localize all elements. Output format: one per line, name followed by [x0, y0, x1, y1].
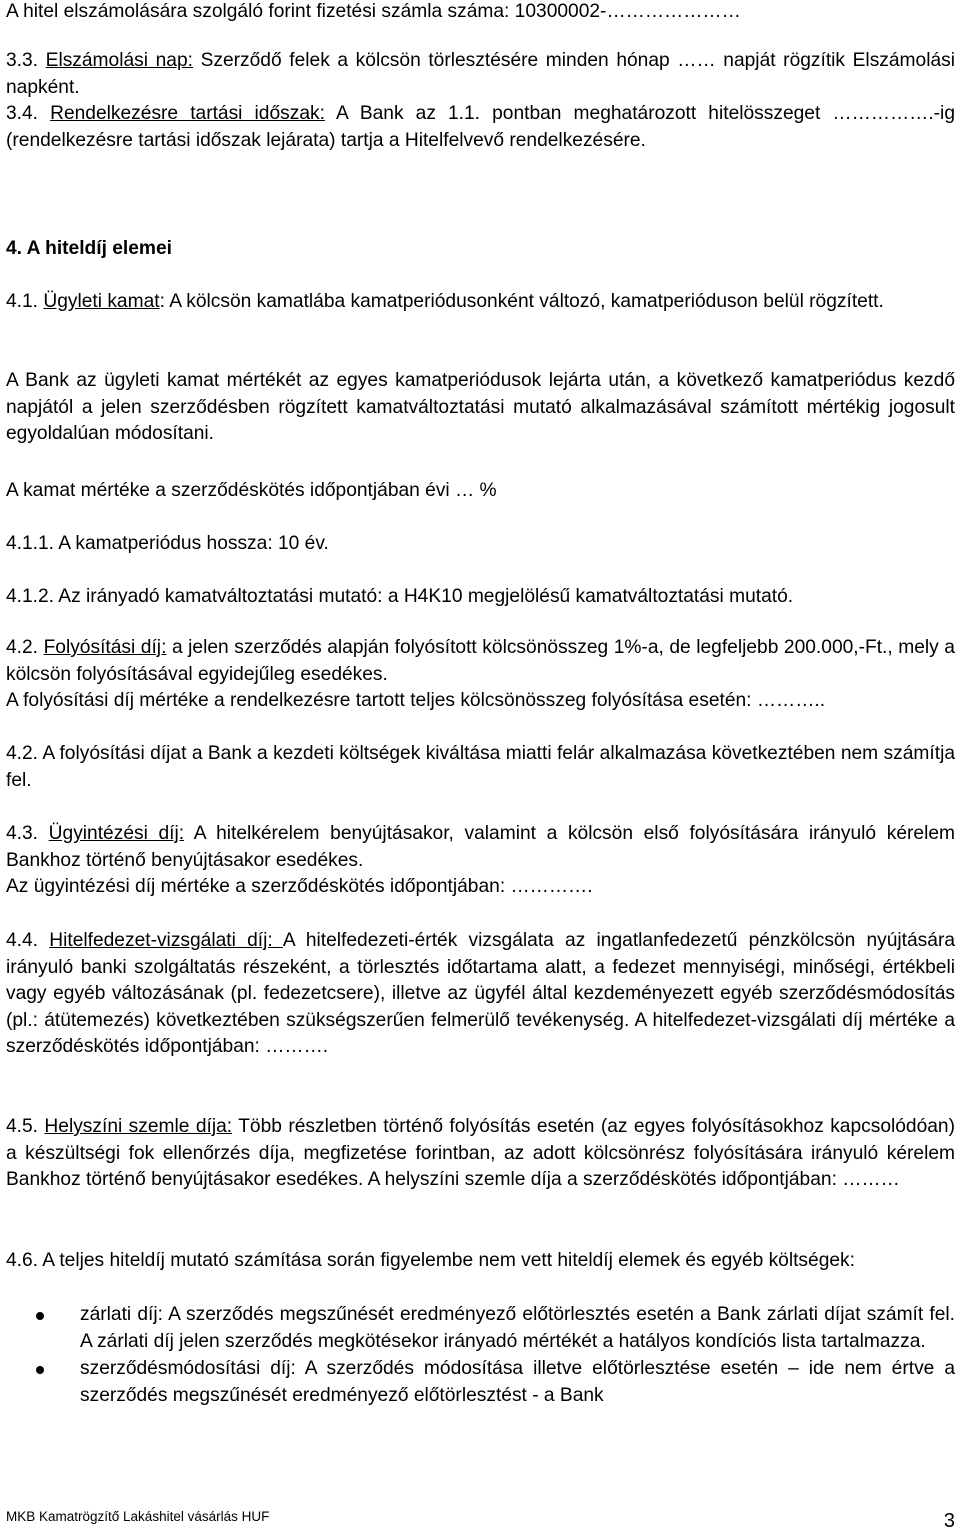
disbursement-fee-amount: A folyósítási díj mértéke a rendelkezésre tartott teljes kölcsönösszeg folyósítása esetén: ………..: [6, 690, 826, 711]
section-4-4-number: 4.4.: [6, 930, 39, 951]
admin-fee-amount: Az ügyintézési díj mértéke a szerződéskötés időpontjában: ………….: [6, 876, 593, 897]
section-4-2: [6, 635, 955, 688]
section-3-3: [6, 48, 955, 101]
account-number-line: A hitel elszámolására szolgáló forint fizetési számla száma: 10300002-…………………: [6, 1, 741, 22]
section-4-1-2: 4.1.2. Az irányadó kamatváltoztatási mutató: a H4K10 megjelölésű kamatváltoztatási mutató.: [6, 586, 794, 607]
section-3-3-number: 3.3.: [6, 50, 39, 71]
section-4-2-title: Folyósítási díj:: [43, 637, 167, 658]
section-4-3: [6, 821, 955, 874]
section-4-5-title: Helyszíni szemle díja:: [44, 1116, 233, 1137]
section-3-3-text: Szerződő felek a kölcsön törlesztésére minden hónap …… napját rögzítik Elszámolási napként.: [6, 50, 955, 98]
section-3-4-text: A Bank az 1.1. pontban meghatározott hitelösszeget …………….-ig (rendelkezésre tartási időszak lejárata) tartja a Hitelfelvevő rendelkezésére.: [6, 103, 955, 151]
section-4-3-title: Ügyintézési díj:: [48, 823, 185, 844]
heading-4: 4. A hiteldíj elemei: [6, 238, 172, 259]
section-4-1-text: : A kölcsön kamatlába kamatperiódusonként változó, kamatperióduson belül rögzített.: [159, 291, 884, 312]
section-4-1-1: 4.1.1. A kamatperiódus hossza: 10 év.: [6, 533, 329, 554]
bank-interest-paragraph: A Bank az ügyleti kamat mértékét az egyes kamatperiódusok lejárta után, a következő kamatperiódus kezdő napjától a jelen szerződésben rögzített kamatváltoztatási mutató alkalmazásával számított mértékig jogosult egyoldalúan módosítani.: [6, 370, 955, 444]
section-4-1-title: Ügyleti kamat: [43, 291, 160, 312]
list-item: [6, 1356, 955, 1409]
section-4-1: [6, 289, 955, 316]
section-3-4-title: Rendelkezésre tartási időszak:: [50, 103, 325, 124]
page-footer: [6, 1507, 955, 1531]
section-3-4: [6, 101, 955, 154]
section-3-3-title: Elszámolási nap:: [45, 50, 193, 71]
fee-bullet-list: [6, 1302, 955, 1409]
section-4-3-text: A hitelkérelem benyújtásakor, valamint a kölcsön első folyósítására irányuló kérelem Bankhoz történő benyújtásakor esedékes.: [6, 823, 955, 871]
section-4-6: 4.6. A teljes hiteldíj mutató számítása során figyelembe nem vett hiteldíj elemek és egyéb költségek:: [6, 1250, 855, 1271]
section-4-1-number: 4.1.: [6, 291, 39, 312]
section-4-2-text: a jelen szerződés alapján folyósított kölcsönösszeg 1%-a, de legfeljebb 200.000,-Ft., mely a kölcsön folyósításával egyidejűleg esedékes.: [6, 637, 955, 685]
section-4-4-title: Hitelfedezet-vizsgálati díj:: [49, 930, 283, 951]
list-item-text: szerződésmódosítási díj: A szerződés módosítása illetve előtörlesztése esetén – ide nem értve a szerződés megszűnését eredményező előtörlesztést - a Bank: [80, 1358, 955, 1406]
page-number: 3: [943, 1510, 955, 1532]
section-4-2-number: 4.2.: [6, 637, 39, 658]
section-4-3-number: 4.3.: [6, 823, 39, 844]
list-item: [6, 1302, 955, 1355]
section-4-5: [6, 1114, 955, 1194]
section-4-4-text: A hitelfedezeti-érték vizsgálata az ingatlanfedezetű pénzkölcsön nyújtására irányuló banki szolgáltatás részeként, a törlesztés időtartama alatt, a fedezet mennyiségi, minőségi, értékbeli vagy egyéb változásának (pl. fedezetcsere), illetve az ügyfél által kezdeményezett egyéb szerződésmódosítás (pl.: átütemezés) következtében szükségszerűen felmerülő tevékenység. A hitelfedezet-vizsgálati díj mértéke a szerződéskötés időpontjában: ……….: [6, 930, 956, 1057]
section-4-5-number: 4.5.: [6, 1116, 39, 1137]
list-item-text: zárlati díj: A szerződés megszűnését eredményező előtörlesztés esetén a Bank zárlati díjat számít fel. A zárlati díj jelen szerződés megkötésekor irányadó mértékét a hatályos kondíciós lista tartalmazza.: [80, 1304, 955, 1352]
section-4-5-text: Több részletben történő folyósítás esetén (az egyes folyósításokhoz kapcsolódóan) a készültségi fok ellenőrzés díja, megfizetése forintban, az adott kölcsönrész folyósítására irányuló kérelem Bankhoz történő benyújtásakor esedékes. A helyszíni szemle díja a szerződéskötés időpontjában: ………: [6, 1116, 955, 1190]
section-4-4: [6, 928, 955, 1061]
bullet-icon: [36, 1366, 44, 1374]
bullet-icon: [36, 1312, 44, 1320]
footer-text: MKB Kamatrögzítő Lakáshitel vásárlás HUF: [6, 1509, 270, 1524]
interest-rate-line: A kamat mértéke a szerződéskötés időpontjában évi … %: [6, 480, 497, 501]
section-3-4-number: 3.4.: [6, 103, 39, 124]
disbursement-fee-waiver: 4.2. A folyósítási díjat a Bank a kezdeti költségek kiváltása miatti felár alkalmazása következtében nem számítja fel.: [6, 743, 955, 791]
